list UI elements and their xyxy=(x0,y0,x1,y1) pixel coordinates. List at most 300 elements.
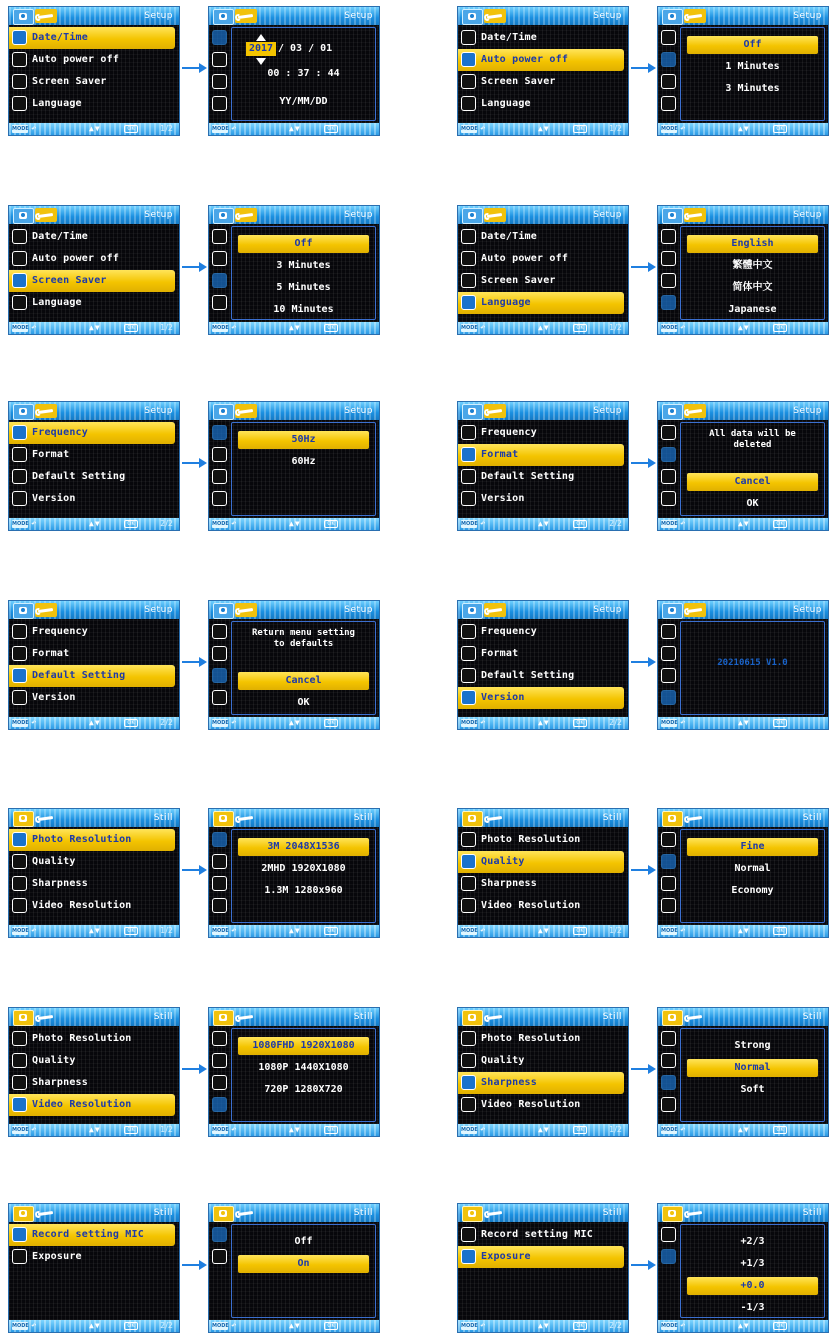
mode-button[interactable]: MODE xyxy=(661,928,678,934)
up-down-icon[interactable]: ▲▼ xyxy=(289,1125,301,1134)
menu-item[interactable] xyxy=(458,687,624,709)
menu-item[interactable] xyxy=(9,93,179,115)
mp-icon[interactable] xyxy=(212,832,227,847)
menu-item[interactable] xyxy=(9,643,179,665)
camera-tab-icon[interactable] xyxy=(662,603,683,619)
menu-item[interactable] xyxy=(458,895,628,917)
mode-button[interactable]: MODE xyxy=(12,325,29,331)
menu-item[interactable] xyxy=(458,1094,628,1116)
menu-item[interactable] xyxy=(458,643,628,665)
wrench-tab-icon[interactable] xyxy=(484,1206,506,1220)
up-down-icon[interactable]: ▲▼ xyxy=(89,718,101,727)
mode-button[interactable]: MODE xyxy=(212,928,229,934)
option-item[interactable]: 1080P 1440X1080 xyxy=(258,1062,349,1073)
camera-tab-icon[interactable] xyxy=(462,603,483,619)
ok-button[interactable]: OK xyxy=(573,324,587,332)
wrench-tab-icon[interactable] xyxy=(35,1206,57,1220)
back-icon[interactable]: ↶ xyxy=(31,1321,37,1331)
mode-button[interactable]: MODE xyxy=(12,1127,29,1133)
wrench-tab-icon[interactable] xyxy=(35,404,57,418)
mode-button[interactable]: MODE xyxy=(212,720,229,726)
camera-tab-icon[interactable] xyxy=(13,1010,34,1026)
camera-tab-icon[interactable] xyxy=(213,1010,234,1026)
menu-item[interactable] xyxy=(9,444,179,466)
option-item[interactable]: 1080FHD 1920X1080 xyxy=(238,1037,369,1055)
back-icon[interactable]: ↶ xyxy=(680,1321,686,1331)
ok-button[interactable]: OK xyxy=(573,1126,587,1134)
wrench-tab-icon[interactable] xyxy=(35,1010,57,1024)
back-icon[interactable]: ↶ xyxy=(231,926,237,936)
mode-button[interactable]: MODE xyxy=(661,521,678,527)
mode-button[interactable]: MODE xyxy=(212,325,229,331)
ok-button[interactable]: OK xyxy=(773,520,787,528)
menu-item[interactable] xyxy=(458,1072,624,1094)
option-item[interactable]: Normal xyxy=(734,863,771,874)
up-down-icon[interactable]: ▲▼ xyxy=(89,124,101,133)
menu-item[interactable] xyxy=(458,873,628,895)
ok-button[interactable]: OK xyxy=(573,520,587,528)
option-item[interactable]: Fine xyxy=(687,838,818,856)
back-icon[interactable]: ↶ xyxy=(31,124,37,134)
back-icon[interactable]: ↶ xyxy=(231,718,237,728)
sharpness-icon[interactable] xyxy=(212,1075,227,1090)
back-icon[interactable]: ↶ xyxy=(480,124,486,134)
cancel-button[interactable]: Cancel xyxy=(238,672,369,690)
up-down-icon[interactable]: ▲▼ xyxy=(738,124,750,133)
menu-item[interactable] xyxy=(9,49,179,71)
option-item[interactable]: Economy xyxy=(731,885,774,896)
up-down-icon[interactable]: ▲▼ xyxy=(738,323,750,332)
mic-icon[interactable] xyxy=(212,1227,227,1242)
mode-button[interactable]: MODE xyxy=(12,126,29,132)
camera-tab-icon[interactable] xyxy=(13,404,34,420)
menu-item[interactable] xyxy=(458,248,628,270)
wrench-tab-icon[interactable] xyxy=(684,1010,706,1024)
option-item[interactable]: +0.0 xyxy=(687,1277,818,1295)
power-icon[interactable] xyxy=(212,52,227,67)
menu-item[interactable] xyxy=(458,270,628,292)
mode-button[interactable]: MODE xyxy=(661,126,678,132)
camera-tab-icon[interactable] xyxy=(213,1206,234,1222)
mode-button[interactable]: MODE xyxy=(461,521,478,527)
sd-card-icon[interactable] xyxy=(661,447,676,462)
quality-icon[interactable] xyxy=(212,854,227,869)
clock-icon[interactable] xyxy=(212,30,227,45)
option-item[interactable]: 720P 1280X720 xyxy=(264,1084,343,1095)
quality-icon[interactable] xyxy=(661,854,676,869)
wrench-tab-icon[interactable] xyxy=(484,603,506,617)
option-item[interactable]: 5 Minutes xyxy=(276,282,331,293)
back-icon[interactable]: ↶ xyxy=(31,519,37,529)
mode-button[interactable]: MODE xyxy=(461,126,478,132)
ev-icon[interactable] xyxy=(661,1249,676,1264)
back-icon[interactable]: ↶ xyxy=(480,519,486,529)
menu-item[interactable] xyxy=(458,226,628,248)
ok-button[interactable]: OK xyxy=(573,125,587,133)
sharpness-icon[interactable] xyxy=(661,876,676,891)
mp-icon[interactable] xyxy=(212,1031,227,1046)
abc-icon[interactable] xyxy=(661,96,676,111)
camera-tab-icon[interactable] xyxy=(13,811,34,827)
option-item[interactable]: Japanese xyxy=(728,304,777,315)
date-format[interactable]: YY/MM/DD xyxy=(279,96,328,107)
menu-item[interactable] xyxy=(9,1224,175,1246)
power-icon[interactable] xyxy=(212,251,227,266)
back-icon[interactable]: ↶ xyxy=(31,323,37,333)
camera-tab-icon[interactable] xyxy=(462,9,483,25)
ok-button[interactable]: OK xyxy=(773,125,787,133)
wrench-tab-icon[interactable] xyxy=(484,208,506,222)
option-item[interactable]: Strong xyxy=(734,1040,771,1051)
back-icon[interactable]: ↶ xyxy=(680,519,686,529)
year-field[interactable]: 2017 xyxy=(246,42,276,56)
sd-card-icon[interactable] xyxy=(212,646,227,661)
menu-item[interactable] xyxy=(9,621,179,643)
camera-tab-icon[interactable] xyxy=(213,603,234,619)
camera-tab-icon[interactable] xyxy=(13,208,34,224)
option-item[interactable]: +2/3 xyxy=(740,1236,765,1247)
camera-tab-icon[interactable] xyxy=(13,9,34,25)
mode-button[interactable]: MODE xyxy=(461,1127,478,1133)
back-icon[interactable]: ↶ xyxy=(231,1125,237,1135)
menu-item[interactable] xyxy=(9,687,179,709)
option-item[interactable]: -1/3 xyxy=(740,1302,765,1313)
menu-item[interactable] xyxy=(9,829,175,851)
wrench-tab-icon[interactable] xyxy=(35,208,57,222)
mode-button[interactable]: MODE xyxy=(661,1127,678,1133)
up-down-icon[interactable]: ▲▼ xyxy=(289,718,301,727)
menu-item[interactable] xyxy=(458,444,624,466)
back-icon[interactable]: ↶ xyxy=(680,323,686,333)
ok-button[interactable]: OK xyxy=(773,324,787,332)
ok-button[interactable]: OK xyxy=(573,719,587,727)
menu-item[interactable] xyxy=(9,1028,179,1050)
version-icon[interactable] xyxy=(661,491,676,506)
camera-tab-icon[interactable] xyxy=(662,404,683,420)
ok-button[interactable]: OK xyxy=(124,520,138,528)
up-down-icon[interactable]: ▲▼ xyxy=(289,1321,301,1330)
back-icon[interactable]: ↶ xyxy=(480,1321,486,1331)
mode-button[interactable]: MODE xyxy=(461,325,478,331)
ok-button[interactable]: OK xyxy=(124,125,138,133)
back-icon[interactable]: ↶ xyxy=(480,718,486,728)
mp-icon[interactable] xyxy=(212,898,227,913)
up-down-icon[interactable]: ▲▼ xyxy=(89,1321,101,1330)
mp-icon[interactable] xyxy=(661,832,676,847)
option-item[interactable]: Off xyxy=(238,235,369,253)
date-fields[interactable]: / 03 / 01 xyxy=(278,43,333,54)
reset-icon[interactable] xyxy=(212,668,227,683)
wrench-tab-icon[interactable] xyxy=(684,811,706,825)
power-icon[interactable] xyxy=(661,251,676,266)
mode-button[interactable]: MODE xyxy=(661,325,678,331)
wrench-tab-icon[interactable] xyxy=(484,811,506,825)
mode-button[interactable]: MODE xyxy=(461,720,478,726)
menu-item[interactable] xyxy=(9,466,179,488)
camera-tab-icon[interactable] xyxy=(662,1206,683,1222)
up-down-icon[interactable]: ▲▼ xyxy=(738,1321,750,1330)
ok-button[interactable]: OK xyxy=(324,125,338,133)
up-down-icon[interactable]: ▲▼ xyxy=(289,323,301,332)
ok-button[interactable]: OK xyxy=(324,324,338,332)
hz-icon[interactable] xyxy=(212,624,227,639)
up-down-icon[interactable]: ▲▼ xyxy=(738,1125,750,1134)
option-item[interactable]: 3 Minutes xyxy=(276,260,331,271)
menu-item[interactable] xyxy=(9,226,179,248)
camera-tab-icon[interactable] xyxy=(13,1206,34,1222)
mode-button[interactable]: MODE xyxy=(661,720,678,726)
back-icon[interactable]: ↶ xyxy=(480,926,486,936)
menu-item[interactable] xyxy=(458,1050,628,1072)
option-item[interactable]: 3M 2048X1536 xyxy=(238,838,369,856)
option-item[interactable]: 繁體中文 xyxy=(732,260,773,271)
camera-tab-icon[interactable] xyxy=(462,404,483,420)
wrench-tab-icon[interactable] xyxy=(235,811,257,825)
down-triangle-icon[interactable] xyxy=(256,58,266,65)
camera-tab-icon[interactable] xyxy=(13,603,34,619)
menu-item[interactable] xyxy=(458,851,624,873)
ok-button[interactable]: OK xyxy=(773,1126,787,1134)
ok-button[interactable]: OK xyxy=(124,324,138,332)
abc-icon[interactable] xyxy=(212,295,227,310)
menu-item[interactable] xyxy=(9,1246,179,1268)
up-down-icon[interactable]: ▲▼ xyxy=(538,1321,550,1330)
option-item[interactable]: Off xyxy=(294,1236,313,1247)
mode-button[interactable]: MODE xyxy=(12,521,29,527)
up-down-icon[interactable]: ▲▼ xyxy=(89,926,101,935)
ok-button[interactable]: OK xyxy=(124,927,138,935)
ok-option[interactable]: OK xyxy=(746,498,759,509)
back-icon[interactable]: ↶ xyxy=(231,1321,237,1331)
menu-item[interactable] xyxy=(9,422,175,444)
sharpness-icon[interactable] xyxy=(661,1075,676,1090)
back-icon[interactable]: ↶ xyxy=(231,519,237,529)
option-item[interactable]: 2MHD 1920X1080 xyxy=(261,863,346,874)
back-icon[interactable]: ↶ xyxy=(480,323,486,333)
menu-item[interactable] xyxy=(9,665,175,687)
menu-item[interactable] xyxy=(9,895,179,917)
camera-tab-icon[interactable] xyxy=(213,9,234,25)
hz-icon[interactable] xyxy=(212,425,227,440)
menu-item[interactable] xyxy=(9,488,179,510)
ok-button[interactable]: OK xyxy=(124,1322,138,1330)
option-item[interactable]: Off xyxy=(687,36,818,54)
back-icon[interactable]: ↶ xyxy=(31,1125,37,1135)
mode-button[interactable]: MODE xyxy=(212,521,229,527)
wrench-tab-icon[interactable] xyxy=(235,603,257,617)
wrench-tab-icon[interactable] xyxy=(684,404,706,418)
up-down-icon[interactable]: ▲▼ xyxy=(538,519,550,528)
menu-item[interactable] xyxy=(9,248,179,270)
ok-button[interactable]: OK xyxy=(324,1126,338,1134)
menu-item[interactable] xyxy=(458,466,628,488)
menu-item[interactable] xyxy=(458,422,628,444)
mp-icon[interactable] xyxy=(661,1031,676,1046)
up-down-icon[interactable]: ▲▼ xyxy=(738,519,750,528)
option-item[interactable]: English xyxy=(687,235,818,253)
ok-button[interactable]: OK xyxy=(324,927,338,935)
ev-icon[interactable] xyxy=(212,1249,227,1264)
menu-item[interactable] xyxy=(458,621,628,643)
hz-icon[interactable] xyxy=(661,425,676,440)
wrench-tab-icon[interactable] xyxy=(684,603,706,617)
up-down-icon[interactable]: ▲▼ xyxy=(89,323,101,332)
menu-item[interactable] xyxy=(9,270,175,292)
menu-item[interactable] xyxy=(458,71,628,93)
back-icon[interactable]: ↶ xyxy=(231,323,237,333)
sun-icon[interactable] xyxy=(661,273,676,288)
camera-tab-icon[interactable] xyxy=(662,1010,683,1026)
back-icon[interactable]: ↶ xyxy=(231,124,237,134)
menu-item[interactable] xyxy=(458,1224,628,1246)
mode-button[interactable]: MODE xyxy=(12,1323,29,1329)
menu-item[interactable] xyxy=(9,27,175,49)
wrench-tab-icon[interactable] xyxy=(235,208,257,222)
wrench-tab-icon[interactable] xyxy=(235,1206,257,1220)
menu-item[interactable] xyxy=(9,1094,175,1116)
up-down-icon[interactable]: ▲▼ xyxy=(89,1125,101,1134)
mp-icon[interactable] xyxy=(661,1097,676,1112)
menu-item[interactable] xyxy=(9,1050,179,1072)
mode-button[interactable]: MODE xyxy=(461,928,478,934)
wrench-tab-icon[interactable] xyxy=(235,404,257,418)
wrench-tab-icon[interactable] xyxy=(684,208,706,222)
up-down-icon[interactable]: ▲▼ xyxy=(538,926,550,935)
ok-button[interactable]: OK xyxy=(324,719,338,727)
reset-icon[interactable] xyxy=(661,469,676,484)
up-down-icon[interactable]: ▲▼ xyxy=(89,519,101,528)
menu-item[interactable] xyxy=(458,1246,624,1268)
back-icon[interactable]: ↶ xyxy=(680,926,686,936)
menu-item[interactable] xyxy=(458,292,624,314)
mp-icon[interactable] xyxy=(212,1097,227,1112)
wrench-tab-icon[interactable] xyxy=(484,9,506,23)
option-item[interactable]: 50Hz xyxy=(238,431,369,449)
sd-card-icon[interactable] xyxy=(212,447,227,462)
power-icon[interactable] xyxy=(661,52,676,67)
mp-icon[interactable] xyxy=(661,898,676,913)
wrench-tab-icon[interactable] xyxy=(484,404,506,418)
option-item[interactable]: 60Hz xyxy=(291,456,316,467)
wrench-tab-icon[interactable] xyxy=(35,811,57,825)
version-icon[interactable] xyxy=(661,690,676,705)
camera-tab-icon[interactable] xyxy=(462,208,483,224)
camera-tab-icon[interactable] xyxy=(662,208,683,224)
ok-button[interactable]: OK xyxy=(324,1322,338,1330)
option-item[interactable]: Soft xyxy=(740,1084,765,1095)
camera-tab-icon[interactable] xyxy=(662,9,683,25)
ok-button[interactable]: OK xyxy=(573,1322,587,1330)
mode-button[interactable]: MODE xyxy=(661,1323,678,1329)
camera-tab-icon[interactable] xyxy=(213,208,234,224)
menu-item[interactable] xyxy=(458,829,628,851)
abc-icon[interactable] xyxy=(661,295,676,310)
menu-item[interactable] xyxy=(458,93,628,115)
reset-icon[interactable] xyxy=(661,668,676,683)
ok-button[interactable]: OK xyxy=(124,719,138,727)
menu-item[interactable] xyxy=(9,1072,179,1094)
camera-tab-icon[interactable] xyxy=(662,811,683,827)
version-icon[interactable] xyxy=(212,491,227,506)
option-item[interactable]: 1.3M 1280x960 xyxy=(264,885,343,896)
option-item[interactable]: 3 Minutes xyxy=(725,83,780,94)
reset-icon[interactable] xyxy=(212,469,227,484)
option-item[interactable]: 简体中文 xyxy=(732,282,773,293)
option-item[interactable]: 1 Minutes xyxy=(725,61,780,72)
camera-tab-icon[interactable] xyxy=(213,811,234,827)
sun-icon[interactable] xyxy=(212,273,227,288)
wrench-tab-icon[interactable] xyxy=(484,1010,506,1024)
clock-icon[interactable] xyxy=(212,229,227,244)
up-down-icon[interactable]: ▲▼ xyxy=(538,323,550,332)
wrench-tab-icon[interactable] xyxy=(684,1206,706,1220)
camera-tab-icon[interactable] xyxy=(462,1206,483,1222)
up-down-icon[interactable]: ▲▼ xyxy=(738,718,750,727)
time-fields[interactable]: 00 : 37 : 44 xyxy=(267,68,340,79)
option-item[interactable]: On xyxy=(238,1255,369,1273)
back-icon[interactable]: ↶ xyxy=(480,1125,486,1135)
cancel-button[interactable]: Cancel xyxy=(687,473,818,491)
quality-icon[interactable] xyxy=(212,1053,227,1068)
up-down-icon[interactable]: ▲▼ xyxy=(289,926,301,935)
menu-item[interactable] xyxy=(9,851,179,873)
ok-button[interactable]: OK xyxy=(773,927,787,935)
up-down-icon[interactable]: ▲▼ xyxy=(538,718,550,727)
mode-button[interactable]: MODE xyxy=(12,928,29,934)
mode-button[interactable]: MODE xyxy=(212,1127,229,1133)
back-icon[interactable]: ↶ xyxy=(31,718,37,728)
abc-icon[interactable] xyxy=(212,96,227,111)
menu-item[interactable] xyxy=(458,665,628,687)
up-down-icon[interactable]: ▲▼ xyxy=(538,1125,550,1134)
camera-tab-icon[interactable] xyxy=(462,811,483,827)
ok-button[interactable]: OK xyxy=(773,1322,787,1330)
back-icon[interactable]: ↶ xyxy=(31,926,37,936)
up-triangle-icon[interactable] xyxy=(256,34,266,41)
up-down-icon[interactable]: ▲▼ xyxy=(738,926,750,935)
back-icon[interactable]: ↶ xyxy=(680,718,686,728)
mode-button[interactable]: MODE xyxy=(212,126,229,132)
menu-item[interactable] xyxy=(458,27,628,49)
menu-item[interactable] xyxy=(458,49,624,71)
option-item[interactable]: +1/3 xyxy=(740,1258,765,1269)
menu-item[interactable] xyxy=(9,292,179,314)
up-down-icon[interactable]: ▲▼ xyxy=(289,124,301,133)
sun-icon[interactable] xyxy=(661,74,676,89)
clock-icon[interactable] xyxy=(661,30,676,45)
sd-card-icon[interactable] xyxy=(661,646,676,661)
menu-item[interactable] xyxy=(458,488,628,510)
sun-icon[interactable] xyxy=(212,74,227,89)
camera-tab-icon[interactable] xyxy=(213,404,234,420)
quality-icon[interactable] xyxy=(661,1053,676,1068)
back-icon[interactable]: ↶ xyxy=(680,1125,686,1135)
ok-option[interactable]: OK xyxy=(297,697,310,708)
camera-tab-icon[interactable] xyxy=(462,1010,483,1026)
sharpness-icon[interactable] xyxy=(212,876,227,891)
hz-icon[interactable] xyxy=(661,624,676,639)
wrench-tab-icon[interactable] xyxy=(35,9,57,23)
option-item[interactable]: Normal xyxy=(687,1059,818,1077)
ok-button[interactable]: OK xyxy=(573,927,587,935)
wrench-tab-icon[interactable] xyxy=(235,9,257,23)
mic-icon[interactable] xyxy=(661,1227,676,1242)
mode-button[interactable]: MODE xyxy=(12,720,29,726)
menu-item[interactable] xyxy=(9,873,179,895)
mode-button[interactable]: MODE xyxy=(461,1323,478,1329)
menu-item[interactable] xyxy=(458,1028,628,1050)
option-item[interactable]: 10 Minutes xyxy=(273,304,334,315)
